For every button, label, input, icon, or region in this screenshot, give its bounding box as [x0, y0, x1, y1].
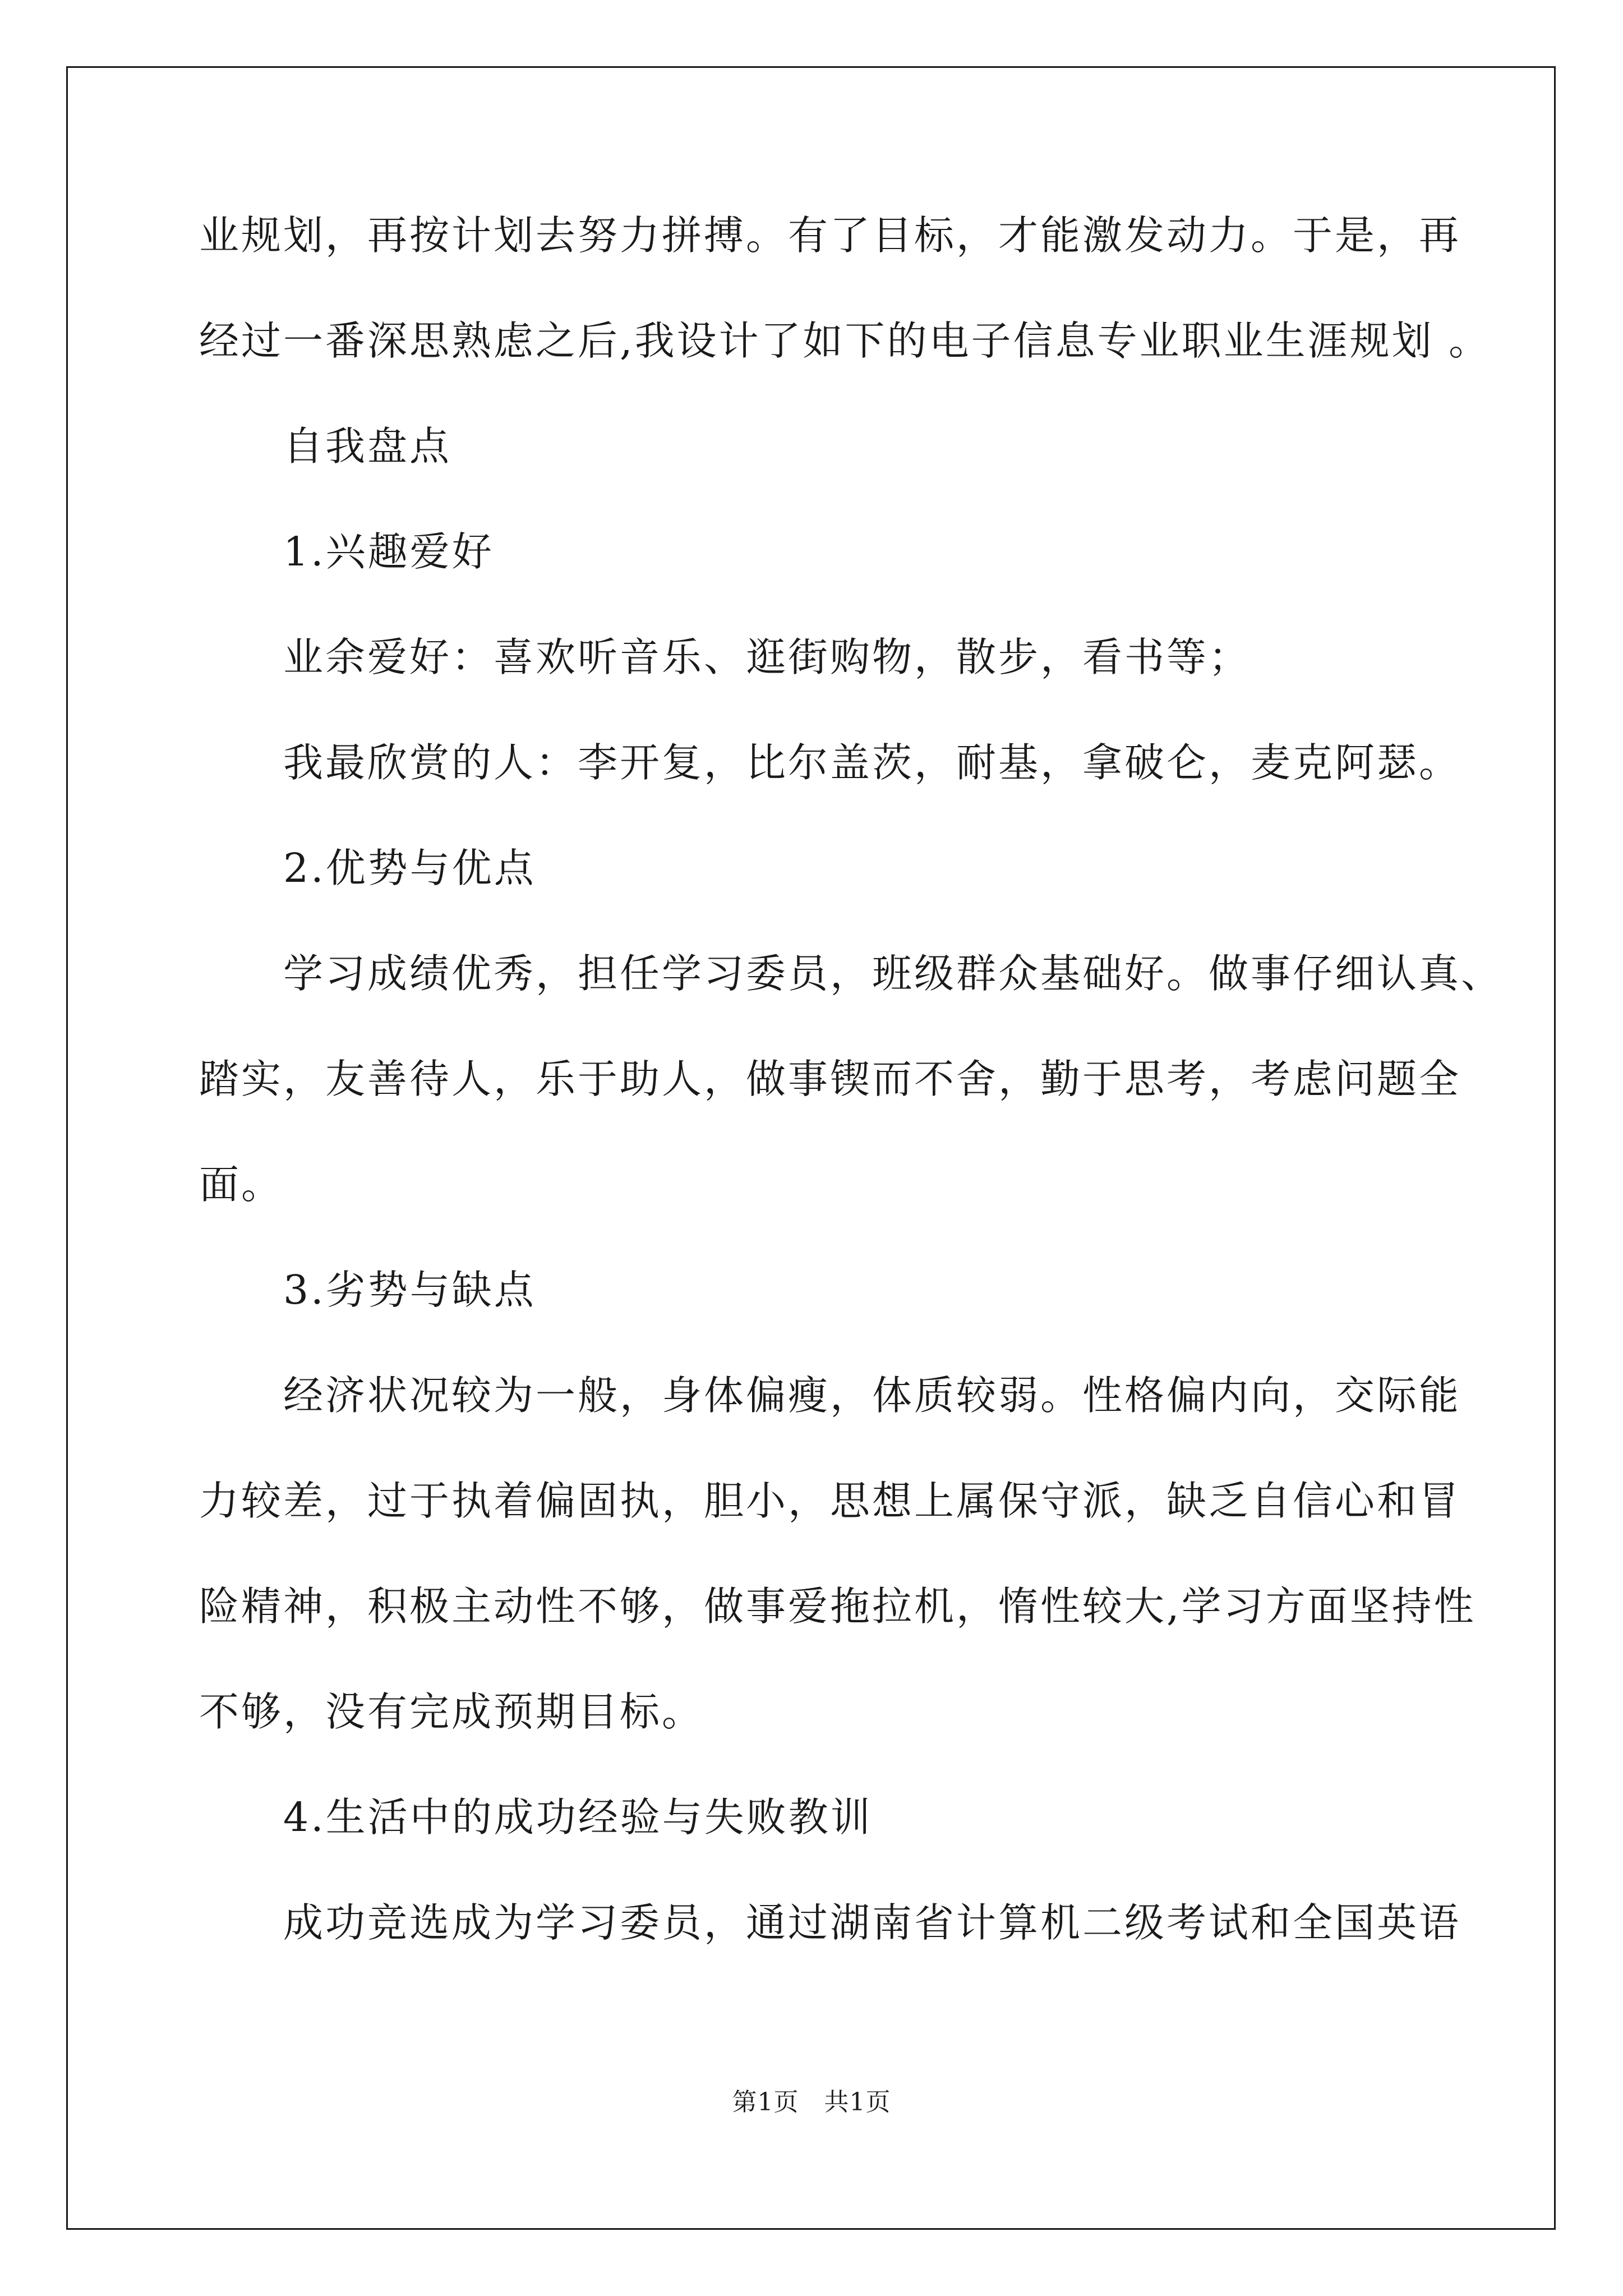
paragraph-line: 业余爱好：喜欢听音乐、逛街购物，散步，看书等； — [283, 634, 1251, 680]
paragraph-line: 险精神，积极主动性不够，做事爱拖拉机，惰性较大,学习方面坚持性 — [199, 1583, 1476, 1630]
subsection-heading: 4.生活中的成功经验与失败教训 — [283, 1794, 873, 1841]
paragraph-line: 经济状况较为一般，身体偏瘦，体质较弱。性格偏内向，交际能 — [283, 1372, 1461, 1419]
paragraph-line: 我最欣赏的人：李开复，比尔盖茨，耐基，拿破仑，麦克阿瑟。 — [283, 739, 1461, 786]
paragraph-line: 学习成绩优秀，担任学习委员，班级群众基础好。做事仔细认真、 — [283, 950, 1504, 997]
subsection-heading: 1.兴趣爱好 — [283, 528, 494, 575]
subsection-heading: 2.优势与优点 — [283, 845, 536, 891]
subsection-heading: 3.劣势与缺点 — [283, 1267, 536, 1313]
section-heading: 自我盘点 — [283, 423, 452, 470]
paragraph-line: 不够，没有完成预期目标。 — [199, 1688, 704, 1735]
paragraph-line: 力较差，过于执着偏固执，胆小，思想上属保守派，缺乏自信心和冒 — [199, 1478, 1461, 1524]
paragraph-line: 业规划，再按计划去努力拼搏。有了目标，才能激发动力。于是，再 — [199, 212, 1461, 259]
paragraph-line: 面。 — [199, 1161, 284, 1208]
paragraph-line: 经过一番深思熟虑之后,我设计了如下的电子信息专业职业生涯规划 。 — [199, 318, 1491, 364]
paragraph-line: 成功竞选成为学习委员，通过湖南省计算机二级考试和全国英语 — [283, 1899, 1461, 1946]
paragraph-line: 踏实，友善待人，乐于助人，做事锲而不舍，勤于思考，考虑问题全 — [199, 1056, 1461, 1102]
page-number-footer: 第1页 共1页 — [732, 2088, 891, 2116]
